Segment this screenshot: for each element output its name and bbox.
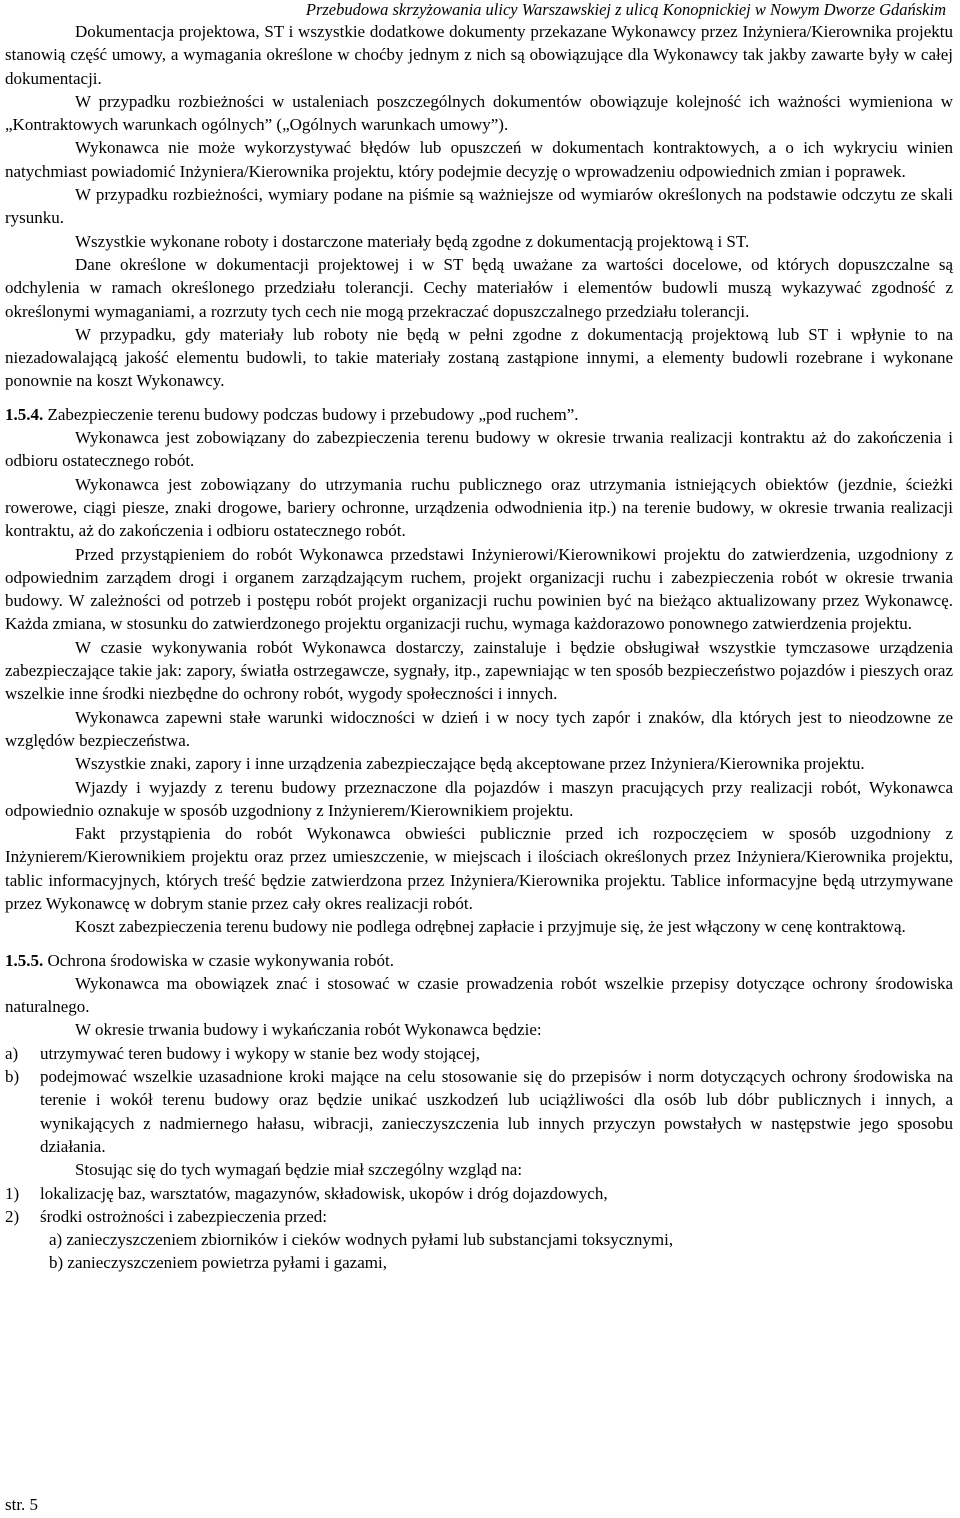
paragraph: Wszystkie znaki, zapory i inne urządzenia zabezpieczające będą akceptowane przez Inżyniera/Kierownika projektu. [75, 754, 865, 774]
sub-list-item: a) zanieczyszczeniem zbiorników i cieków wodnych pyłami lub substancjami toksycznymi, [49, 1230, 674, 1250]
list-marker: b) [5, 1067, 20, 1087]
paragraph: Wszystkie wykonane roboty i dostarczone materiały będą zgodne z dokumentacją projektową i ST. [75, 231, 750, 251]
section-heading-154 [5, 403, 953, 426]
paragraph: Przed przystąpieniem do robót Wykonawca przedstawi Inżynierowi/Kierownikowi projektu do zatwierdzenia, uzgodniony z odpowiednim zarządem drogi i organem zarządzającym ruchem, projekt organizacji ruchu i zabezpieczenia robót w okresie trwania budowy. W zależności od potrzeb i postępu robót projekt organizacji ruchu powinien być na bieżąco aktualizowany przez Wykonawcę. Każda zmiana, w stosunku do zatwierdzonego projektu organizacji ruchu, wymaga każdorazowo ponownego zatwierdzenia projektu. [5, 544, 953, 634]
paragraph: W czasie wykonywania robót Wykonawca dostarczy, zainstaluje i będzie obsługiwał wszystkie tymczasowe urządzenia zabezpieczające takie jak: zapory, światła ostrzegawcze, sygnały, itp., zapewniając w ten sposób bezpieczeństwo pojazdów i pieszych oraz wszelkie inne środki niezbędne do ochrony robót, wygody społeczności i innych. [5, 637, 953, 704]
list-marker: 2) [5, 1206, 20, 1226]
section-heading-155 [5, 949, 953, 972]
list-marker: 1) [5, 1183, 20, 1203]
list-item [5, 1065, 953, 1158]
section-number: 1.5.5. [5, 950, 44, 970]
paragraph: Dane określone w dokumentacji projektowej i w ST będą uważane za wartości docelowe, od których dopuszczalne są odchylenia w ramach określonego przedziału tolerancji. Cechy materiałów i elementów budowli muszą wykazywać zgodność z określonymi wymaganiami, a rozrzuty tych cech nie mogą przekraczać dopuszczalnego przedziału tolerancji. [5, 254, 953, 321]
paragraph: Koszt zabezpieczenia terenu budowy nie podlega odrębnej zapłacie i przyjmuje się, że jest włączony w cenę kontraktową. [75, 917, 906, 937]
document-body [5, 20, 953, 1275]
running-header: Przebudowa skrzyżowania ulicy Warszawskiej z ulicą Konopnickiej w Nowym Dworze Gdańskim [305, 0, 946, 19]
section-title: Zabezpieczenie terenu budowy podczas budowy i przebudowy „pod ruchem”. [47, 404, 579, 424]
paragraph: W przypadku, gdy materiały lub roboty nie będą w pełni zgodne z dokumentacją projektową lub ST i wpłynie to na niezadowalającą jakość elementu budowli, to takie materiały zostaną zastąpione innymi, a elementy budowli rozebrane i wykonane ponownie na koszt Wykonawcy. [5, 324, 953, 391]
sub-list-item: b) zanieczyszczeniem powietrza pyłami i gazami, [49, 1253, 387, 1273]
page-number: str. 5 [5, 1495, 39, 1514]
paragraph: Fakt przystąpienia do robót Wykonawca obwieści publicznie przed ich rozpoczęciem w sposób uzgodniony z Inżynierem/Kierownikiem projektu oraz przez umieszczenie, w miejscach i ilościach określonych przez Inżyniera/Kierownika projektu, tablic informacyjnych, których treść będzie zatwierdzona przez Inżyniera/Kierownika projektu. Tablice informacyjne będą utrzymywane przez Wykonawcę w dobrym stanie przez cały okres realizacji robót. [5, 824, 953, 913]
paragraph: W przypadku rozbieżności w ustaleniach poszczególnych dokumentów obowiązuje kolejność ich ważności wymieniona w „Kontraktowych warunkach ogólnych” („Ogólnych warunkach umowy”). [5, 91, 953, 135]
list-item-text: podejmować wszelkie uzasadnione kroki mające na celu stosowanie się do przepisów i norm dotyczących ochrony środowiska na terenie i wokół terenu budowy oraz będzie unikać uszkodzeń lub uciążliwości dla osób lub dóbr publicznych i innych, a wynikających z nadmiernego hałasu, wibracji, zanieczyszczenia lub innych przyczyn powstałych w następstwie jego sposobu działania. [40, 1067, 953, 1156]
paragraph: Dokumentacja projektowa, ST i wszystkie dodatkowe dokumenty przekazane Wykonawcy przez Inżyniera/Kierownika projektu stanowią część umowy, a wymagania określone w choćby jednym z nich są obowiązujące dla Wykonawcy tak jakby zawarte były w całej dokumentacji. [5, 22, 953, 88]
paragraph: W przypadku rozbieżności, wymiary podane na piśmie są ważniejsze od wymiarów określonych na podstawie odczytu ze skali rysunku. [5, 185, 953, 228]
paragraph: Wjazdy i wyjazdy z terenu budowy przeznaczone dla pojazdów i maszyn pracujących przy realizacji robót, Wykonawca odpowiednio oznakuje w sposób uzgodniony z Inżynierem/Kierownikiem projektu. [5, 777, 953, 820]
list-item [5, 1042, 953, 1065]
paragraph: Stosując się do tych wymagań będzie miał szczególny wzgląd na: [75, 1160, 523, 1180]
list-item-text: lokalizację baz, warsztatów, magazynów, składowisk, ukopów i dróg dojazdowych, [40, 1183, 608, 1203]
paragraph: Wykonawca jest zobowiązany do utrzymania ruchu publicznego oraz utrzymania istniejących obiektów (jezdnie, ścieżki rowerowe, ciągi piesze, znaki drogowe, bariery ochronne, urządzenia odwodnienia itp.) na terenie budowy, w okresie trwania realizacji kontraktu, aż do zakończenia i odbioru ostatecznego robót. [5, 474, 953, 541]
section-title: Ochrona środowiska w czasie wykonywania robót. [47, 950, 395, 970]
list-item [5, 1205, 953, 1228]
paragraph: Wykonawca zapewni stałe warunki widoczności w dzień i w nocy tych zapór i znaków, dla których jest to nieodzowne ze względów bezpieczeństwa. [5, 707, 953, 750]
paragraph: Wykonawca ma obowiązek znać i stosować w czasie prowadzenia robót wszelkie przepisy dotyczące ochrony środowiska naturalnego. [5, 973, 953, 1017]
list-item-text: środki ostrożności i zabezpieczenia przed: [40, 1206, 327, 1226]
list-item [5, 1182, 953, 1205]
paragraph: Wykonawca jest zobowiązany do zabezpieczenia terenu budowy w okresie trwania realizacji kontraktu aż do zakończenia i odbioru ostatecznego robót. [5, 428, 953, 471]
paragraph: Wykonawca nie może wykorzystywać błędów lub opuszczeń w dokumentach kontraktowych, a o ich wykryciu winien natychmiast powiadomić Inżyniera/Kierownika projektu, który podejmie decyzję o wprowadzeniu odpowiednich zmian i poprawek. [5, 138, 953, 181]
section-number: 1.5.4. [5, 404, 44, 424]
list-item-text: utrzymywać teren budowy i wykopy w stanie bez wody stojącej, [40, 1043, 480, 1063]
paragraph: W okresie trwania budowy i wykańczania robót Wykonawca będzie: [75, 1020, 542, 1040]
list-marker: a) [5, 1043, 19, 1063]
